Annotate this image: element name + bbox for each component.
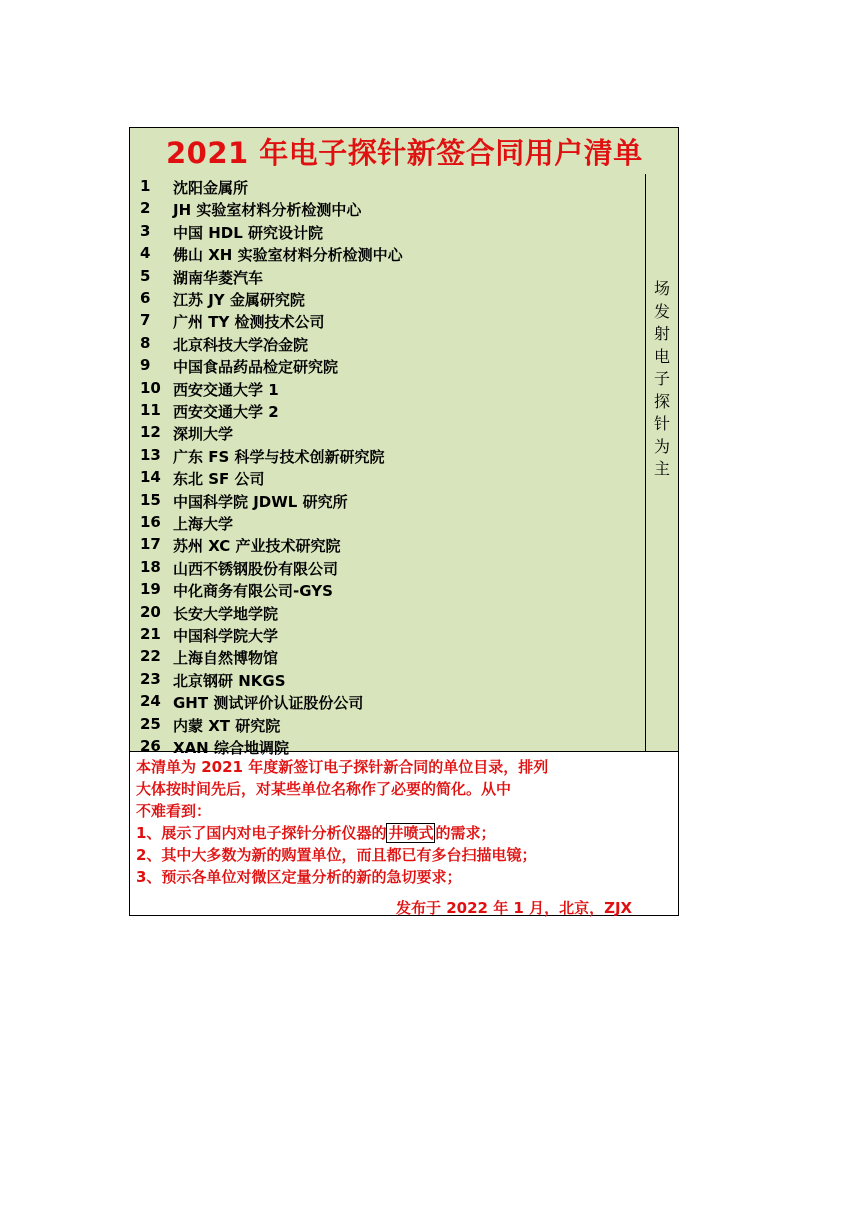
- item-name: 东北 SF 公司: [173, 470, 265, 489]
- list-item: [130, 491, 646, 513]
- note-line-1: 本清单为 2021 年度新签订电子探针新合同的单位目录，排列: [136, 758, 549, 776]
- list-item: [130, 267, 646, 289]
- item-number: 11: [140, 401, 161, 419]
- list-item: [130, 379, 646, 401]
- side-note-char: 发: [653, 301, 670, 321]
- item-number: 25: [140, 714, 161, 733]
- user-list: [130, 174, 646, 757]
- list-item: [130, 558, 646, 580]
- item-name: 佛山 XH 实验室材料分析检测中心: [173, 246, 403, 265]
- list-item: [130, 199, 646, 221]
- list-item: [130, 715, 646, 737]
- list-item: [130, 580, 646, 602]
- item-number: 5: [140, 266, 151, 285]
- list-item: [130, 603, 646, 625]
- side-note-char: 探: [653, 391, 670, 411]
- item-name: 广东 FS 科学与技术创新研究院: [173, 447, 385, 466]
- note-boxed-term: 井喷式: [388, 824, 434, 842]
- side-note-char: 电: [653, 346, 670, 366]
- item-name: JH 实验室材料分析检测中心: [173, 201, 362, 220]
- item-number: 20: [140, 602, 161, 621]
- note-line-6: 3、预示各单位对微区定量分析的新的急切要求；: [136, 868, 462, 886]
- list-item: [130, 177, 646, 199]
- item-number: 9: [140, 356, 151, 375]
- note-line-4-pre: 1、展示了国内对电子探针分析仪器的: [136, 824, 387, 842]
- item-name: 北京科技大学冶金院: [173, 335, 309, 354]
- note-line-5: 2、其中大多数为新的购置单位，而且都已有多台扫描电镜；: [136, 846, 537, 864]
- item-number: 6: [140, 289, 151, 307]
- item-name: 上海自然博物馆: [173, 649, 279, 668]
- item-number: 2: [140, 199, 151, 218]
- item-name: 中国 HDL 研究设计院: [173, 223, 324, 242]
- item-number: 24: [140, 692, 161, 711]
- item-name: 中国食品药品检定研究院: [173, 358, 339, 377]
- list-item: [130, 244, 646, 266]
- item-name: 山西不锈钢股份有限公司: [173, 559, 339, 578]
- side-note-char: 射: [653, 324, 670, 343]
- note-line-4: [136, 822, 495, 843]
- item-number: 8: [140, 333, 151, 352]
- list-item: [130, 311, 646, 333]
- side-note-char: 为: [653, 436, 670, 456]
- item-name: XAN 综合地调院: [173, 739, 289, 757]
- item-name: 长安大学地学院: [173, 604, 279, 623]
- list-item: [130, 423, 646, 445]
- list-item: [130, 647, 646, 669]
- list-item: [130, 535, 646, 557]
- title-row: [130, 128, 678, 175]
- side-note-char: 针: [653, 414, 670, 433]
- item-number: 19: [140, 580, 161, 599]
- item-number: 15: [140, 490, 161, 509]
- item-name: 北京钢研 NKGS: [173, 671, 286, 690]
- list-item: [130, 625, 646, 647]
- item-name: 广州 TY 检测技术公司: [173, 313, 325, 332]
- publish-footer: 发布于 2022 年 1 月，北京，ZJX: [396, 899, 633, 917]
- page-title: 2021 年电子探针新签合同用户清单: [166, 136, 643, 170]
- item-name: 沈阳金属所: [173, 179, 249, 197]
- side-note-char: 子: [653, 369, 670, 388]
- list-item: [130, 222, 646, 244]
- list-item: [130, 670, 646, 692]
- item-name: 中国科学院 JDWL 研究所: [173, 492, 348, 511]
- item-name: 湖南华菱汽车: [173, 268, 264, 287]
- list-item: [130, 446, 646, 468]
- item-name: 上海大学: [173, 515, 234, 533]
- list-item: [130, 692, 646, 714]
- list-item: [130, 334, 646, 356]
- item-name: 内蒙 XT 研究院: [173, 716, 281, 735]
- item-number: 13: [140, 445, 161, 464]
- item-name: 中国科学院大学: [173, 627, 279, 645]
- user-list-sheet: [129, 127, 679, 916]
- side-note: [646, 278, 678, 481]
- item-number: 17: [140, 535, 161, 554]
- list-item: [130, 513, 646, 535]
- item-name: 江苏 JY 金属研究院: [173, 291, 305, 309]
- list-item: [130, 468, 646, 490]
- item-name: 苏州 XC 产业技术研究院: [173, 537, 341, 556]
- item-number: 23: [140, 669, 161, 688]
- item-number: 14: [140, 468, 161, 487]
- list-item: [130, 356, 646, 378]
- item-name: 深圳大学: [173, 425, 234, 444]
- note-line-3: 不难看到：: [136, 802, 212, 820]
- list-item: [130, 401, 646, 423]
- item-number: 16: [140, 513, 161, 531]
- item-number: 3: [140, 221, 151, 240]
- note-line-2: 大体按时间先后，对某些单位名称作了必要的简化。从中: [136, 780, 512, 798]
- item-number: 1: [140, 177, 151, 195]
- item-name: 中化商务有限公司-GYS: [173, 582, 333, 601]
- item-number: 10: [140, 378, 161, 397]
- item-name: GHT 测试评价认证股份公司: [173, 694, 364, 713]
- item-name: 西安交通大学 2: [173, 403, 279, 421]
- item-number: 4: [140, 244, 151, 263]
- item-number: 7: [140, 311, 151, 330]
- side-note-column: [646, 174, 678, 752]
- note-section: [130, 752, 678, 915]
- item-number: 12: [140, 423, 161, 442]
- item-number: 21: [140, 625, 161, 643]
- list-item: [130, 289, 646, 311]
- side-note-char: 场: [653, 279, 670, 298]
- item-name: 西安交通大学 1: [173, 380, 279, 399]
- side-note-char: 主: [653, 459, 670, 478]
- item-number: 26: [140, 737, 161, 755]
- item-number: 18: [140, 557, 161, 576]
- note-line-4-post: 的需求；: [435, 824, 496, 842]
- item-number: 22: [140, 647, 161, 666]
